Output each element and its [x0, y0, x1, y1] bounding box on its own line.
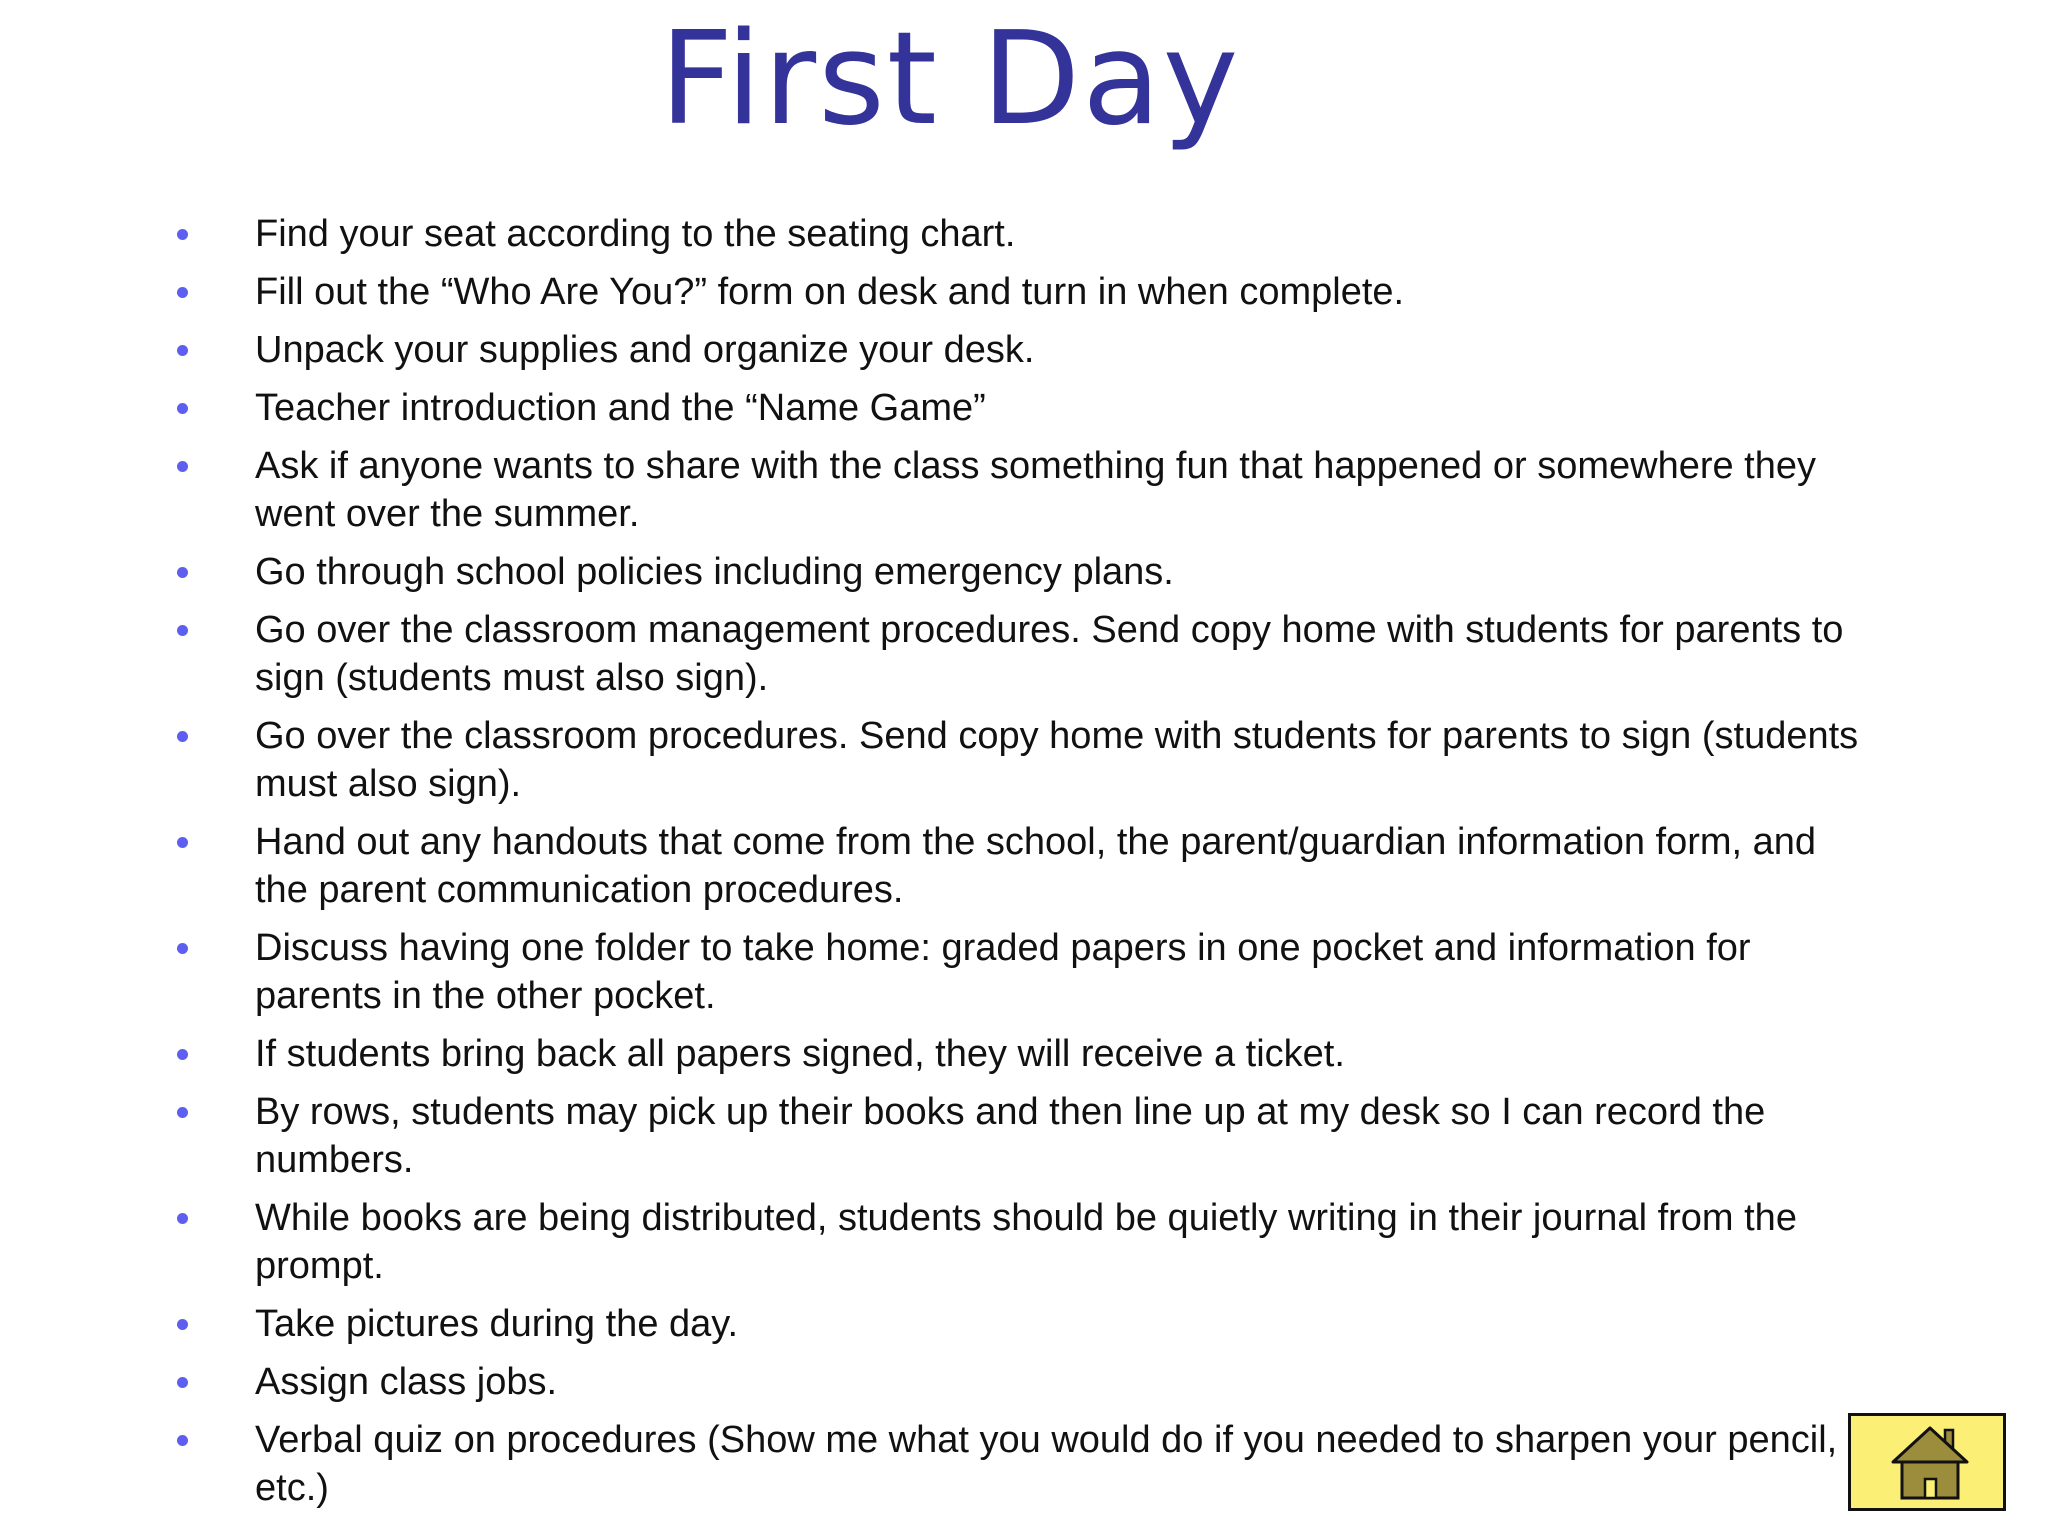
- bullet-item: By rows, students may pick up their books and then line up at my desk so I can record the numbers.: [175, 1088, 1875, 1184]
- bullet-item: Take pictures during the day.: [175, 1300, 1875, 1348]
- house-icon: [1889, 1424, 1971, 1502]
- bullet-item: Ask if anyone wants to share with the class something fun that happened or somewhere they went over the summer.: [175, 442, 1875, 538]
- bullet-list: [175, 210, 1875, 1522]
- bullet-item: Assign class jobs.: [175, 1358, 1875, 1406]
- bullet-item: Discuss having one folder to take home: graded papers in one pocket and information for parents in the other pocket.: [175, 924, 1875, 1020]
- home-button[interactable]: [1848, 1413, 2006, 1511]
- bullet-item: Hand out any handouts that come from the school, the parent/guardian information form, and the parent communication procedures.: [175, 818, 1875, 914]
- bullet-item: Go through school policies including emergency plans.: [175, 548, 1875, 596]
- bullet-item: Go over the classroom procedures. Send copy home with students for parents to sign (students must also sign).: [175, 712, 1875, 808]
- bullet-item: While books are being distributed, students should be quietly writing in their journal from the prompt.: [175, 1194, 1875, 1290]
- bullet-item: Teacher introduction and the “Name Game”: [175, 384, 1875, 432]
- bullet-item: Verbal quiz on procedures (Show me what you would do if you needed to sharpen your pencil, etc.): [175, 1416, 1875, 1512]
- bullet-item: Fill out the “Who Are You?” form on desk and turn in when complete.: [175, 268, 1875, 316]
- bullet-item: Find your seat according to the seating chart.: [175, 210, 1875, 258]
- bullet-item: Go over the classroom management procedures. Send copy home with students for parents to sign (students must also sign).: [175, 606, 1875, 702]
- bullet-item: Unpack your supplies and organize your desk.: [175, 326, 1875, 374]
- bullet-item: If students bring back all papers signed, they will receive a ticket.: [175, 1030, 1875, 1078]
- slide-title: First Day: [659, 5, 1241, 154]
